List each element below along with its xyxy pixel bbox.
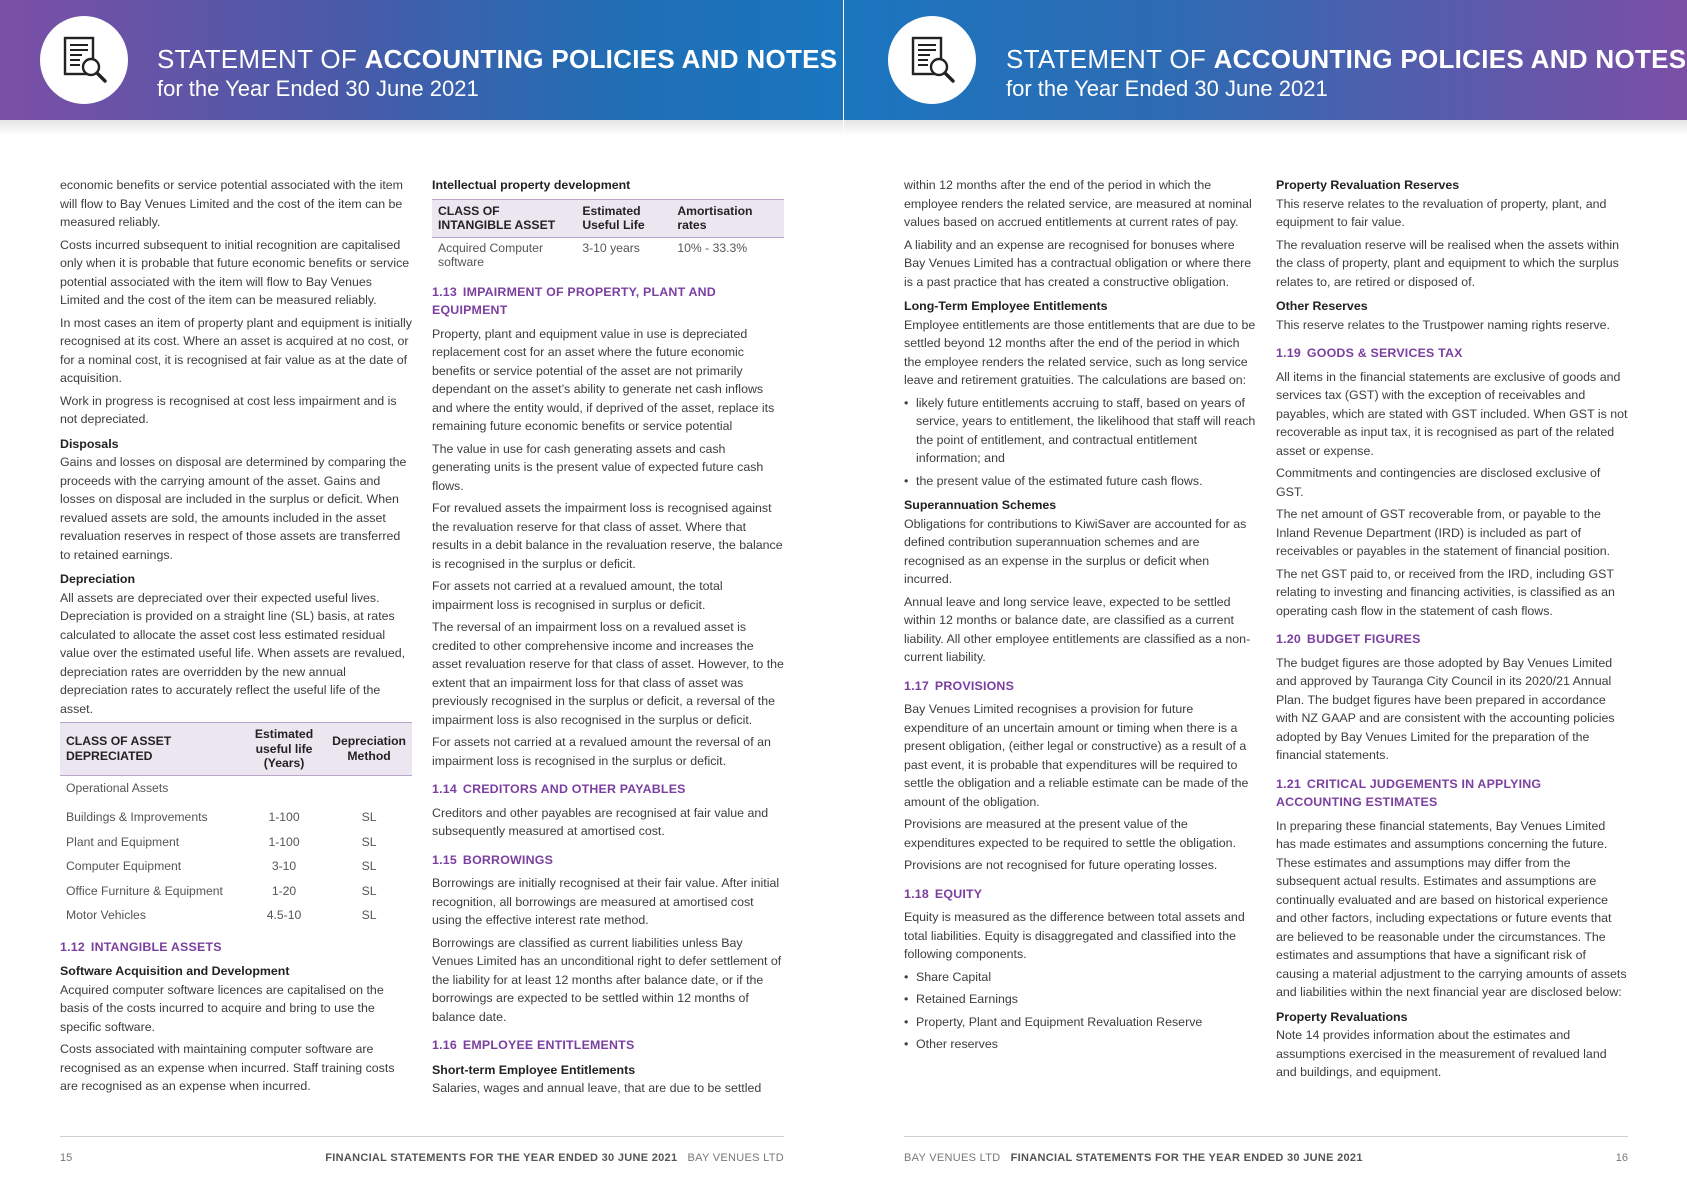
- section-title: BUDGET FIGURES: [1306, 632, 1421, 646]
- table-cell: Buildings & Improvements: [66, 810, 208, 824]
- paragraph: Equity is measured as the difference between total assets and total liabilities. Equity is disaggregated and classified into the following components.: [904, 910, 1245, 961]
- table-row: [60, 854, 412, 879]
- paragraph: Obligations for contributions to KiwiSaver are accounted for as defined contribution superannuation schemes and are recognised as an expense in the surplus or deficit when incurred.: [904, 516, 1247, 586]
- paragraph: The reversal of an impairment loss on a revalued asset is credited to other comprehensive income and increases the asset revaluation reserve for that class of asset. However, to the extent that an impairment loss for that class of asset was previously recognised in the surplus or deficit, a reversal of the impairment loss is also recognised in the surplus or deficit.: [432, 620, 784, 727]
- table-header-cell: Depreciation Method: [326, 723, 412, 776]
- table-cell: Computer Equipment: [66, 859, 182, 873]
- section-number: 1.18: [904, 886, 929, 901]
- table-cell: Motor Vehicles: [66, 908, 146, 922]
- subheading-disposals: Disposals: [60, 436, 119, 451]
- paragraph: Gains and losses on disposal are determined by comparing the proceeds with the carrying amount of the asset. Gains and losses on disposal are included in the surplus or deficit. When revalued assets are sold, the amounts included in the asset revaluation reserves in respect of those assets are transferred to retained earnings.: [60, 455, 407, 562]
- footer-company: BAY VENUES LTD: [904, 1152, 1001, 1164]
- page-title: [1006, 44, 1686, 75]
- column-1: [904, 176, 1256, 1058]
- subheading-long-term: Long-Term Employee Entitlements: [904, 299, 1108, 313]
- table-cell: SL: [361, 810, 377, 824]
- paragraph: All items in the financial statements are exclusive of goods and services tax (GST) with the exception of receivables and payables, which are stated with GST included. When GST is not recoverable as input tax, it is recognised as part of the related asset or expense.: [1276, 369, 1628, 458]
- column-2: [1276, 176, 1628, 1086]
- paragraph: Costs incurred subsequent to initial recognition are capitalised only when it is probable that future economic benefits or service potential associated with the item will flow to Bay Venues Limited and the cost of the item can be measured reliably.: [60, 237, 410, 307]
- table-row: [60, 903, 412, 928]
- subheading-other-reserves: Other Reserves: [1276, 299, 1368, 313]
- table-group-row: [60, 775, 412, 805]
- list-item: • the present value of the estimated future cash flows.: [904, 472, 1256, 491]
- column-2: [432, 176, 784, 1102]
- page-header: [844, 0, 1687, 120]
- section-title: GOODS & SERVICES TAX: [1306, 346, 1463, 360]
- page-number: 15: [60, 1152, 73, 1164]
- section-number: 1.15: [432, 852, 457, 867]
- subheading-software: Software Acquisition and Development: [60, 964, 290, 978]
- table-header-cell: Estimated useful life (Years): [242, 723, 326, 776]
- table-header-row: [60, 723, 412, 776]
- table-header-row: [432, 199, 784, 237]
- paragraph: Employee entitlements are those entitlements that are due to be settled beyond 12 months after the end of the period in which the employee renders the related service, such as long service leave and retirement gratuities. The calculations are based on:: [904, 317, 1256, 387]
- paragraph: A liability and an expense are recognised for bonuses where Bay Venues Limited has a contractual obligation or where there is a past practice that has created a constructive obligation.: [904, 237, 1252, 289]
- section-heading-1-21: [1276, 775, 1628, 812]
- table-cell: Office Furniture & Equipment: [66, 883, 223, 898]
- footer-divider: [904, 1136, 1628, 1137]
- paragraph: Acquired computer software licences are capitalised on the basis of the costs incurred to acquire and bring to use the specific software.: [60, 982, 384, 1034]
- table-row: [432, 237, 784, 273]
- title-prefix: STATEMENT OF: [157, 44, 365, 74]
- paragraph: Note 14 provides information about the estimates and assumptions exercised in the measurement of revalued land and buildings, and equipment.: [1276, 1028, 1607, 1079]
- paragraph: For assets not carried at a revalued amount, the total impairment loss is recognised in surplus or deficit.: [432, 579, 723, 612]
- list-item: • likely future entitlements accruing to staff, based on years of service, years to entitlement, the likelihood that staff will reach the point of entitlement, and contractual entitlement information; and: [904, 394, 1256, 468]
- table-header-cell: Amortisation rates: [671, 199, 784, 237]
- paragraph: All assets are depreciated over their expected useful lives. Depreciation is provided on a straight line (SL) basis, at rates calculated to allocate the asset cost less estimated residual value over the estimated useful life. When assets are revalued, depreciation rates are overridden by the new annual depreciation rates to accurately reflect the useful life of the asset.: [60, 590, 406, 716]
- paragraph: Commitments and contingencies are disclosed exclusive of GST.: [1276, 466, 1601, 499]
- paragraph: Bay Venues Limited recognises a provision for future expenditure of an uncertain amount or timing when there is a present obligation, (either legal or constructive) as a result of a past event, it is probable that expenditures will be required to settle the obligation and a reliable estimate can be made of the amount of the obligation.: [904, 702, 1249, 809]
- table-cell: 1-100: [268, 810, 300, 824]
- paragraph: The budget figures are those adopted by Bay Venues Limited and approved by Tauranga City Council in its 2020/21 Annual Plan. The budget figures have been prepared in accordance with NZ GAAP and are consistent with the accounting policies adopted by Bay Venues Limited for the preparation of the financial statements.: [1276, 655, 1615, 762]
- paragraph: Annual leave and long service leave, expected to be settled within 12 months or balance date, are classified as a current liability. All other employee entitlements are classified as a non-current liability.: [904, 594, 1251, 664]
- paragraph: Creditors and other payables are recognised at fair value and subsequently measured at amortised cost.: [432, 805, 769, 838]
- paragraph: The net amount of GST recoverable from, or payable to the Inland Revenue Department (IRD) is included as part of receivables or payables in the statement of financial position.: [1276, 507, 1611, 558]
- list-item: • Property, Plant and Equipment Revaluation Reserve: [904, 1013, 1256, 1032]
- paragraph: Costs associated with maintaining computer software are recognised as an expense when incurred. Staff training costs are recognised as an expense when incurred.: [60, 1042, 395, 1093]
- section-heading-1-15: [432, 851, 784, 870]
- section-title: IMPAIRMENT OF PROPERTY, PLANT AND EQUIPMENT: [432, 284, 716, 317]
- paragraph: Borrowings are initially recognised at their fair value. After initial recognition, all borrowings are measured at amortised cost using the effective interest rate method.: [432, 876, 780, 927]
- paragraph: Provisions are measured at the present value of the expenditures expected to be required to settle the obligation.: [904, 817, 1237, 850]
- page-footer: [904, 1152, 1363, 1164]
- section-heading-1-12: [60, 938, 412, 957]
- document-search-icon: [904, 32, 960, 88]
- page-footer: [325, 1152, 784, 1164]
- paragraph: This reserve relates to the revaluation of property, plant, and equipment to fair value.: [1276, 196, 1607, 229]
- section-heading-1-17: [904, 677, 1256, 696]
- subheading-depreciation: Depreciation: [60, 572, 136, 586]
- paragraph: For revalued assets the impairment loss is recognised against the revaluation reserve for that class of asset. Where that results in a debit balance in the revaluation reserve, the balance is recognised in the surplus or deficit.: [432, 501, 783, 571]
- page-subtitle: for the Year Ended 30 June 2021: [157, 76, 479, 101]
- table-row: [60, 805, 412, 830]
- list-item: • Retained Earnings: [904, 990, 1256, 1009]
- footer-company: BAY VENUES LTD: [687, 1152, 784, 1164]
- section-number: 1.20: [1276, 632, 1301, 646]
- paragraph: For assets not carried at a revalued amount the reversal of an impairment loss is recognised in the surplus or deficit.: [432, 735, 771, 768]
- paragraph: within 12 months after the end of the period in which the employee renders the related service, are measured at nominal values based on accrued entitlements at current rates of pay.: [904, 178, 1252, 229]
- paragraph: The revaluation reserve will be realised when the assets within the class of property, plant and equipment to which the surplus relates to, are retired or disposed of.: [1276, 237, 1619, 289]
- table-row: [60, 830, 412, 855]
- list-item: • Share Capital: [904, 968, 1256, 987]
- section-title: EQUITY: [934, 886, 983, 901]
- depreciation-table: [60, 722, 412, 928]
- section-heading-1-13: [432, 283, 784, 320]
- paragraph: Salaries, wages and annual leave, that are due to be settled: [432, 1081, 762, 1095]
- table-row: [60, 879, 412, 904]
- section-title: BORROWINGS: [462, 852, 554, 867]
- table-cell: SL: [361, 859, 377, 873]
- table-cell: Plant and Equipment: [66, 834, 180, 849]
- list-item: • Other reserves: [904, 1035, 1256, 1054]
- column-1: [60, 176, 412, 1100]
- table-cell: SL: [361, 883, 377, 898]
- section-title: EMPLOYEE ENTITLEMENTS: [462, 1038, 635, 1052]
- paragraph: The net GST paid to, or received from the IRD, including GST relating to investing and financing activities, is classified as an operating cash flow in the statement of cash flows.: [1276, 566, 1615, 618]
- paragraph: This reserve relates to the Trustpower naming rights reserve.: [1276, 317, 1610, 332]
- intangible-table: [432, 199, 784, 273]
- paragraph: In most cases an item of property plant and equipment is initially recognised at its cost. Where an asset is acquired at no cost, or for a nominal cost, it is recognised at fair value as at the date of acquisition.: [60, 315, 412, 385]
- footer-doc-title: FINANCIAL STATEMENTS FOR THE YEAR ENDED 30 JUNE 2021: [1010, 1152, 1363, 1164]
- table-cell: 1-100: [268, 834, 300, 849]
- page-subtitle: for the Year Ended 30 June 2021: [1006, 76, 1328, 101]
- paragraph: The value in use for cash generating assets and cash generating units is the present value of expected future cash flows.: [432, 441, 764, 493]
- table-cell: Operational Assets: [66, 780, 169, 795]
- subheading-property-revaluations: Property Revaluations: [1276, 1009, 1408, 1024]
- page-number: 16: [1615, 1152, 1628, 1164]
- table-cell: 1-20: [271, 883, 297, 898]
- subheading-property-revaluation-reserves: Property Revaluation Reserves: [1276, 178, 1460, 192]
- section-heading-1-18: [904, 885, 1256, 904]
- section-title: INTANGIBLE ASSETS: [90, 939, 222, 954]
- section-heading-1-14: [432, 780, 784, 799]
- footer-doc-title: FINANCIAL STATEMENTS FOR THE YEAR ENDED 30 JUNE 2021: [325, 1152, 678, 1164]
- section-number: 1.19: [1276, 346, 1301, 360]
- table-header-cell: CLASS OF INTANGIBLE ASSET: [432, 199, 576, 237]
- table-cell: 4.5-10: [266, 908, 302, 922]
- table-cell: Acquired Computer software: [438, 240, 543, 269]
- subheading-superannuation: Superannuation Schemes: [904, 498, 1057, 512]
- page-15: [0, 0, 843, 1193]
- title-bold: ACCOUNTING POLICIES AND NOTES: [1213, 44, 1687, 74]
- table-header-cell: CLASS OF ASSET DEPRECIATED: [60, 723, 242, 776]
- header-logo: [40, 16, 128, 104]
- section-number: 1.21: [1276, 776, 1301, 791]
- section-heading-1-19: [1276, 344, 1628, 363]
- section-number: 1.13: [432, 284, 457, 299]
- section-heading-1-20: [1276, 630, 1628, 649]
- bullet-list: [904, 968, 1256, 1054]
- paragraph: In preparing these financial statements, Bay Venues Limited has made estimates and assumptions concerning the future. These estimates and assumptions may differ from the subsequent actual results. Estimates and assumptions are continually evaluated and are based on historical experience and other factors, including expectations or future events that are believed to be reasonable under the circumstances. The estimates and assumptions that have a significant risk of causing a material adjustment to the carrying amounts of assets and liabilities within the next financial year are disclosed below:: [1276, 818, 1627, 999]
- paragraph: Work in progress is recognised at cost less impairment and is not depreciated.: [60, 393, 397, 426]
- header-shadow: [844, 120, 1687, 136]
- paragraph: Property, plant and equipment value in use is depreciated replacement cost for an asset where the future economic benefits or service potential of the asset are not primarily dependant on the asset’s ability to generate net cash inflows and where the entity would, if deprived of the asset, replace its remaining future economic benefits or service potential: [432, 326, 775, 433]
- page-title: [157, 44, 837, 75]
- section-title: CRITICAL JUDGEMENTS IN APPLYING ACCOUNTING ESTIMATES: [1276, 776, 1542, 809]
- paragraph: Borrowings are classified as current liabilities unless Bay Venues Limited has an unconditional right to defer settlement of the liability for at least 12 months after balance date, or if the borrowings are expected to be settled within 12 months of balance date.: [432, 935, 782, 1024]
- section-title: PROVISIONS: [934, 678, 1015, 693]
- bullet-list: [904, 394, 1256, 491]
- section-number: 1.16: [432, 1038, 457, 1052]
- table-header-cell: Estimated Useful Life: [576, 199, 671, 237]
- paragraph: economic benefits or service potential associated with the item will flow to Bay Venues Limited and the cost of the item can be measured reliably.: [60, 178, 403, 229]
- title-prefix: STATEMENT OF: [1006, 44, 1214, 74]
- footer-divider: [60, 1136, 784, 1137]
- section-number: 1.14: [432, 782, 457, 796]
- header-logo: [888, 16, 976, 104]
- section-title: CREDITORS AND OTHER PAYABLES: [462, 782, 686, 796]
- section-number: 1.17: [904, 678, 929, 693]
- page-header: [0, 0, 843, 120]
- subheading-ip: Intellectual property development: [432, 178, 631, 192]
- table-cell: SL: [361, 834, 377, 849]
- header-shadow: [0, 120, 843, 136]
- table-cell: SL: [361, 908, 377, 922]
- table-cell: 3-10 years: [582, 240, 640, 255]
- table-cell: 10% - 33.3%: [677, 240, 748, 255]
- table-cell: 3-10: [271, 859, 297, 873]
- page-16: [844, 0, 1687, 1193]
- document-search-icon: [56, 32, 112, 88]
- title-bold: ACCOUNTING POLICIES AND NOTES: [364, 44, 838, 74]
- section-heading-1-16: [432, 1036, 784, 1055]
- section-number: 1.12: [60, 939, 85, 954]
- paragraph: Provisions are not recognised for future operating losses.: [904, 858, 1218, 872]
- subheading-short-term: Short-term Employee Entitlements: [432, 1062, 636, 1077]
